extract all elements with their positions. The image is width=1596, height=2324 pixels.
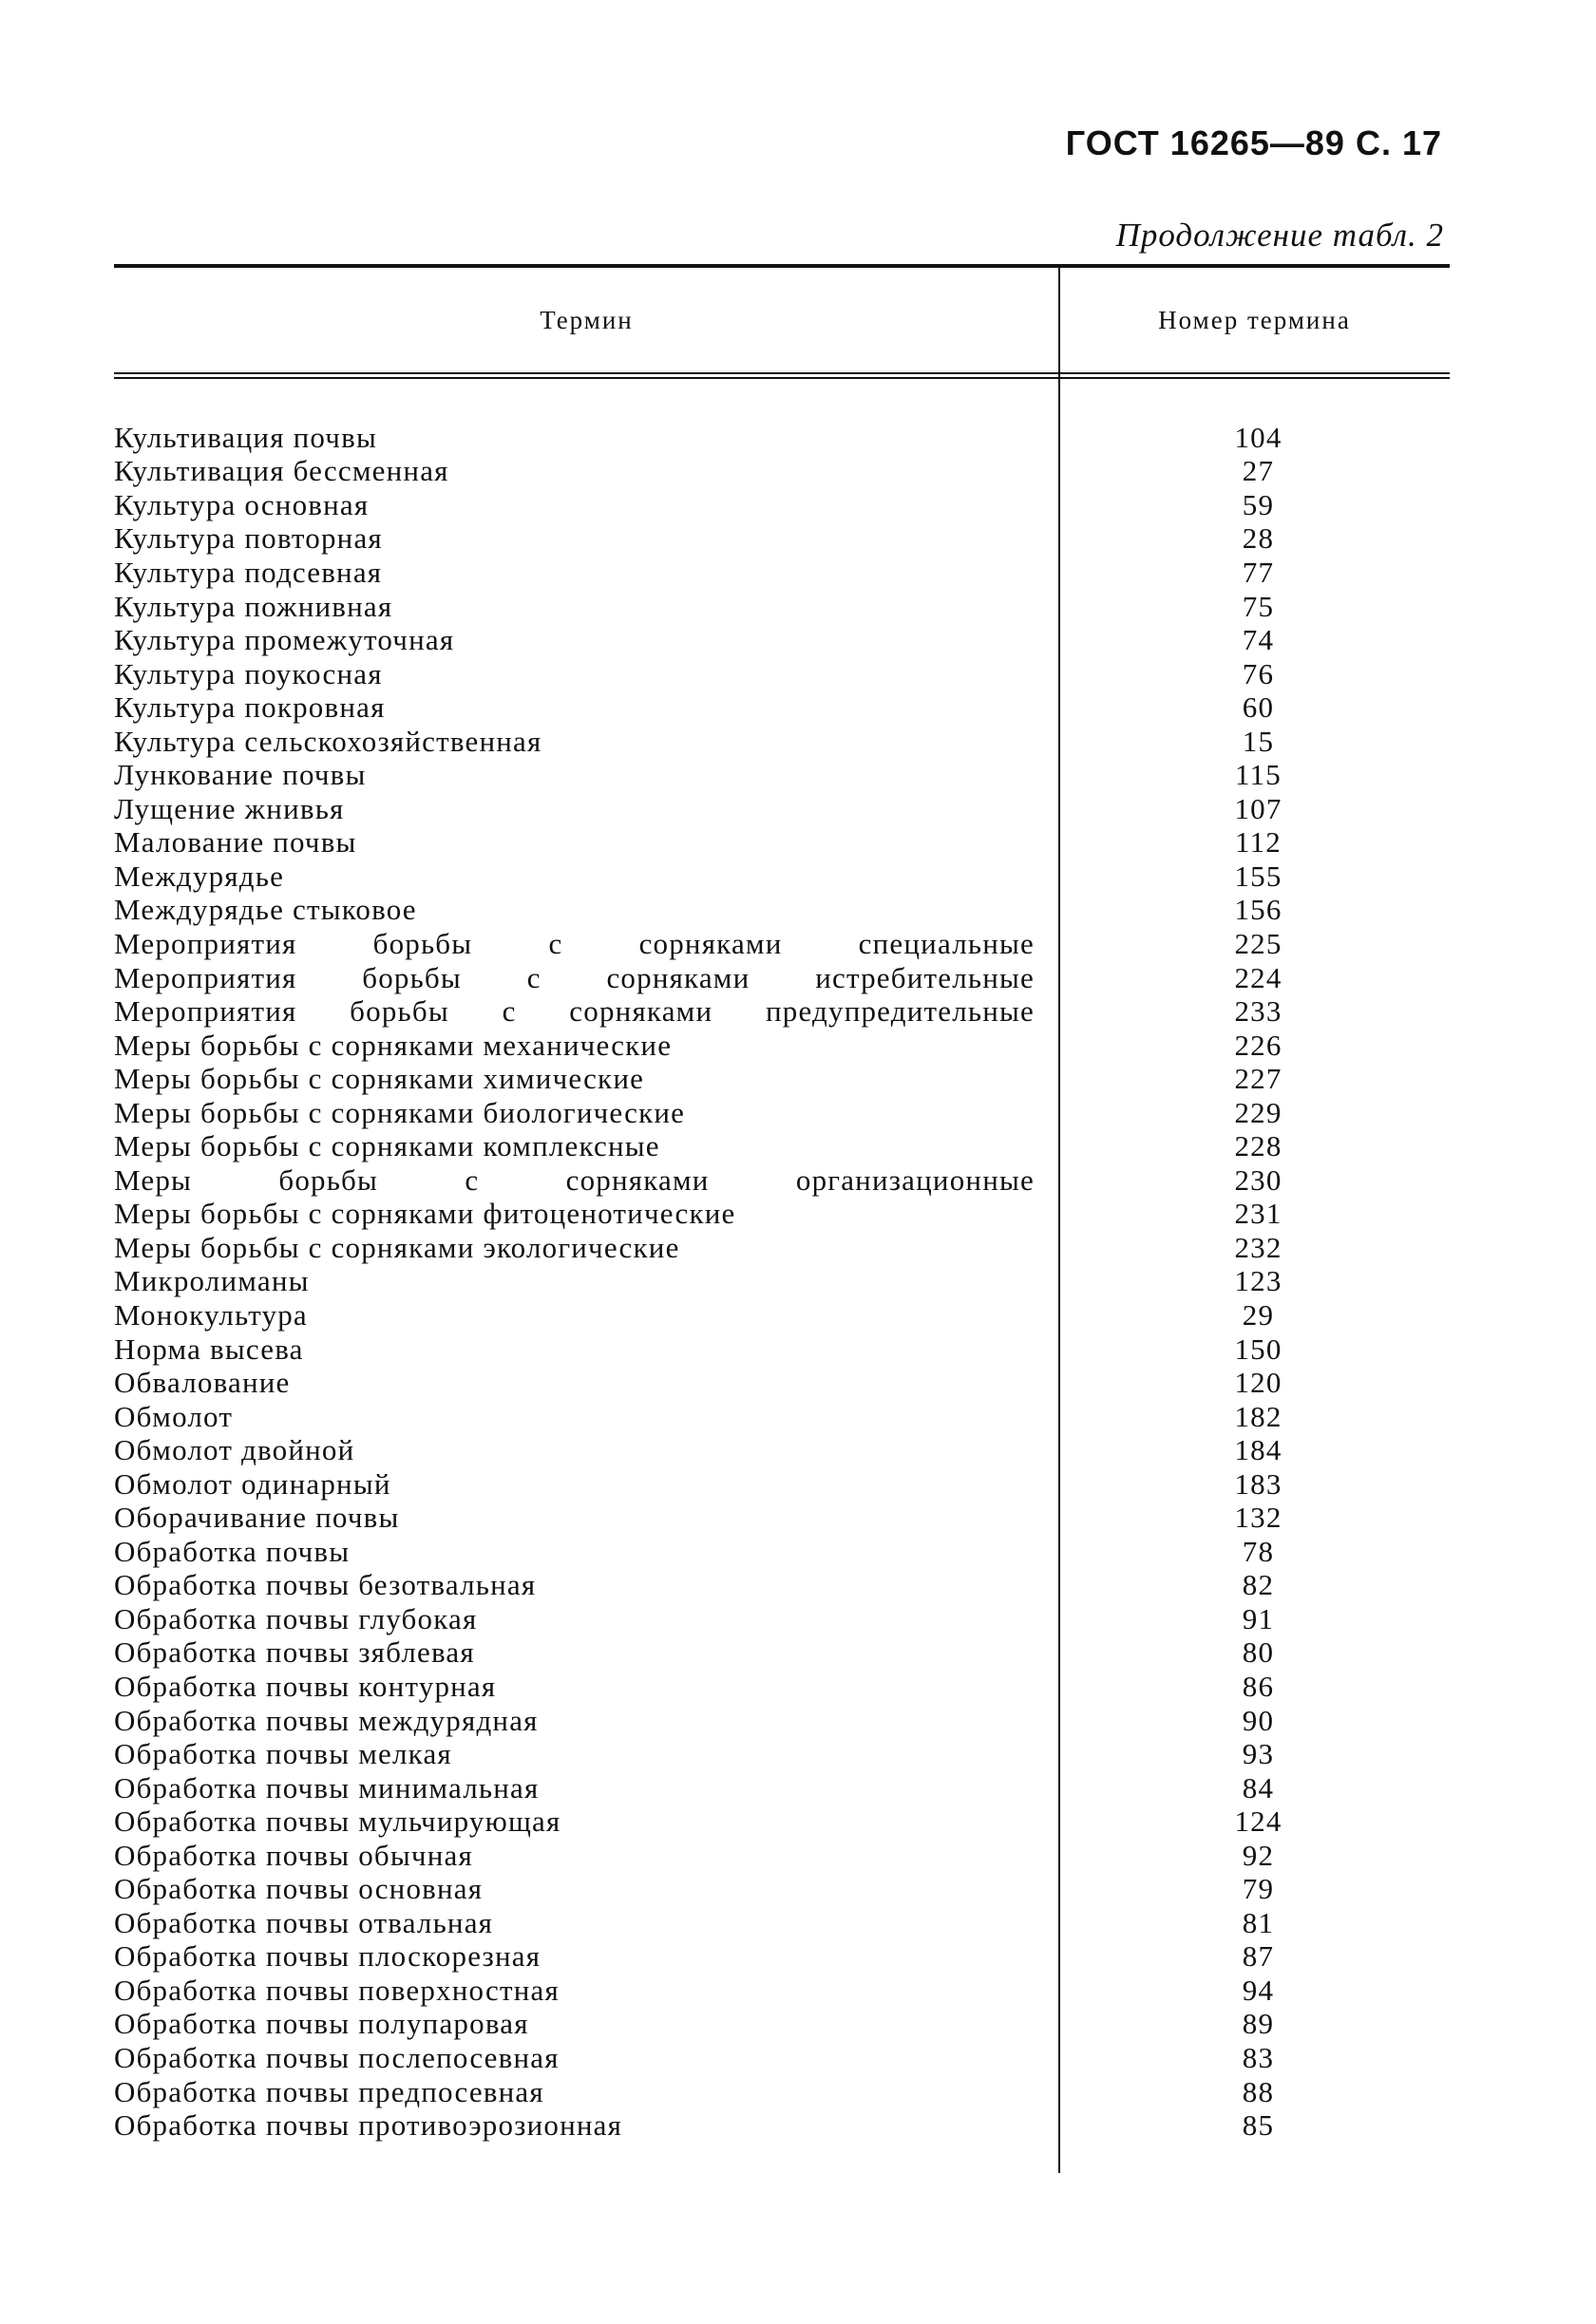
term-number-cell: 132 <box>1234 1501 1282 1535</box>
table-continuation-caption: Продолжение табл. 2 <box>1115 217 1444 254</box>
term-number-cell: 233 <box>1234 994 1282 1029</box>
table-row <box>114 927 1450 961</box>
table-row <box>114 1366 1450 1400</box>
table-row <box>114 590 1450 624</box>
term-number-cell: 87 <box>1242 1939 1275 1974</box>
term-number-cell: 60 <box>1242 690 1275 725</box>
term-cell: Обработка почвы основная <box>114 1872 484 1906</box>
table-row <box>114 1433 1450 1467</box>
table-row <box>114 1940 1450 1974</box>
table-row <box>114 792 1450 826</box>
table-body <box>114 379 1450 2143</box>
table-row <box>114 522 1450 557</box>
term-cell: Культура основная <box>114 487 370 521</box>
term-number-cell: 88 <box>1242 2074 1275 2108</box>
term-cell: Обработка почвы минимальная <box>114 1770 540 1804</box>
term-number-cell: 28 <box>1242 521 1275 556</box>
table-row <box>114 1670 1450 1704</box>
term-number-cell: 83 <box>1242 2041 1275 2075</box>
table-row <box>114 1569 1450 1603</box>
term-number-cell: 230 <box>1234 1162 1282 1197</box>
table-row <box>114 556 1450 590</box>
term-number-cell: 74 <box>1242 623 1275 657</box>
term-cell: Оборачивание почвы <box>114 1501 400 1535</box>
term-cell: Меры борьбы с сорняками биологические <box>114 1095 686 1129</box>
table-row <box>114 1602 1450 1636</box>
column-divider <box>1058 268 1060 2173</box>
term-cell: Междурядье стыковое <box>114 893 417 927</box>
term-cell: Обработка почвы мелкая <box>114 1737 452 1771</box>
term-cell: Обмолот двойной <box>114 1433 355 1467</box>
term-number-cell: 92 <box>1242 1838 1275 1872</box>
term-cell: Обработка почвы контурная <box>114 1670 497 1704</box>
term-cell: Меры борьбы с сорняками комплексные <box>114 1129 660 1163</box>
term-cell: Культура сельскохозяйственная <box>114 724 542 758</box>
table-row <box>114 1737 1450 1771</box>
term-cell: Обработка почвы отвальная <box>114 1905 494 1939</box>
term-cell: Культура покровная <box>114 690 386 725</box>
term-number-cell: 84 <box>1242 1770 1275 1804</box>
term-cell: Обработка почвы обычная <box>114 1838 473 1872</box>
term-cell: Лункование почвы <box>114 758 367 792</box>
term-number-cell: 85 <box>1242 2108 1275 2143</box>
terms-index-table <box>114 264 1450 2143</box>
term-cell: Обмолот одинарный <box>114 1466 391 1501</box>
term-number-cell: 107 <box>1234 791 1282 825</box>
term-number-cell: 76 <box>1242 656 1275 690</box>
term-cell: Культура поукосная <box>114 656 383 690</box>
term-number-cell: 120 <box>1234 1366 1282 1400</box>
table-row <box>114 1332 1450 1367</box>
term-number-cell: 77 <box>1242 555 1275 589</box>
term-number-cell: 15 <box>1242 724 1275 758</box>
term-number-cell: 150 <box>1234 1332 1282 1366</box>
term-cell: Обработка почвы полупаровая <box>114 2007 529 2041</box>
header-double-rule <box>114 372 1450 379</box>
term-number-cell: 115 <box>1235 758 1282 792</box>
term-cell: Лущение жнивья <box>114 791 345 825</box>
term-cell: Обработка почвы <box>114 1534 351 1568</box>
term-cell: Культура повторная <box>114 521 383 556</box>
term-number-cell: 227 <box>1234 1062 1282 1096</box>
table-row <box>114 860 1450 894</box>
term-number-cell: 29 <box>1242 1298 1275 1332</box>
table-row <box>114 1467 1450 1502</box>
table-row <box>114 1636 1450 1671</box>
term-number-cell: 93 <box>1242 1737 1275 1771</box>
table-row <box>114 1198 1450 1232</box>
term-number-cell: 182 <box>1234 1399 1282 1433</box>
term-cell: Меры борьбы с сорняками организационные <box>114 1162 1035 1197</box>
term-number-cell: 94 <box>1242 1973 1275 2007</box>
term-number-cell: 89 <box>1242 2007 1275 2041</box>
table-row <box>114 1873 1450 1907</box>
term-number-cell: 231 <box>1234 1197 1282 1231</box>
table-row <box>114 994 1450 1029</box>
term-number-cell: 225 <box>1234 926 1282 960</box>
term-number-cell: 124 <box>1234 1804 1282 1839</box>
term-cell: Культура пожнивная <box>114 589 393 623</box>
table-row <box>114 2075 1450 2109</box>
table-row <box>114 421 1450 455</box>
term-number-cell: 228 <box>1234 1129 1282 1163</box>
term-number-cell: 104 <box>1234 420 1282 454</box>
table-row <box>114 1839 1450 1873</box>
table-row <box>114 1906 1450 1940</box>
term-number-cell: 156 <box>1234 893 1282 927</box>
term-number-cell: 155 <box>1234 859 1282 893</box>
table-row <box>114 725 1450 759</box>
table-row <box>114 1265 1450 1299</box>
term-cell: Обработка почвы глубокая <box>114 1601 478 1635</box>
term-cell: Малование почвы <box>114 825 357 860</box>
table-row <box>114 2108 1450 2143</box>
term-cell: Культура промежуточная <box>114 623 455 657</box>
term-cell: Обработка почвы поверхностная <box>114 1973 560 2007</box>
term-cell: Обработка почвы послепосевная <box>114 2041 560 2075</box>
table-row <box>114 826 1450 860</box>
term-number-cell: 82 <box>1242 1568 1275 1602</box>
table-row <box>114 1231 1450 1265</box>
term-cell: Культивация почвы <box>114 420 377 454</box>
term-cell: Обработка почвы плоскорезная <box>114 1939 542 1974</box>
term-number-cell: 226 <box>1234 1028 1282 1062</box>
term-number-cell: 224 <box>1234 960 1282 994</box>
table-row <box>114 961 1450 995</box>
term-cell: Обработка почвы междурядная <box>114 1703 539 1737</box>
column-header-term: Термин <box>540 305 634 334</box>
table-row <box>114 1502 1450 1536</box>
table-row <box>114 1029 1450 1063</box>
term-number-cell: 232 <box>1234 1230 1282 1264</box>
table-row <box>114 1704 1450 1738</box>
table-row <box>114 1400 1450 1434</box>
term-number-cell: 90 <box>1242 1703 1275 1737</box>
term-cell: Культура подсевная <box>114 555 383 589</box>
term-cell: Мероприятия борьбы с сорняками предупредительные <box>114 994 1035 1029</box>
table-row <box>114 1974 1450 2008</box>
term-cell: Меры борьбы с сорняками механические <box>114 1028 673 1062</box>
term-cell: Монокультура <box>114 1298 308 1332</box>
term-cell: Меры борьбы с сорняками фитоценотические <box>114 1197 736 1231</box>
term-cell: Обработка почвы предпосевная <box>114 2074 544 2108</box>
table-row <box>114 690 1450 725</box>
term-cell: Меры борьбы с сорняками химические <box>114 1062 645 1096</box>
page-header: ГОСТ 16265—89 С. 17 <box>1065 123 1442 162</box>
term-number-cell: 91 <box>1242 1601 1275 1635</box>
table-header-row <box>114 268 1450 372</box>
term-cell: Культивация бессменная <box>114 454 449 488</box>
table-row <box>114 657 1450 691</box>
term-number-cell: 79 <box>1242 1872 1275 1906</box>
term-cell: Меры борьбы с сорняками экологические <box>114 1230 680 1264</box>
table-row <box>114 455 1450 489</box>
term-number-cell: 75 <box>1242 589 1275 623</box>
column-header-number: Номер термина <box>1158 305 1351 334</box>
table-row <box>114 488 1450 522</box>
table-row <box>114 1062 1450 1096</box>
table-row <box>114 1298 1450 1332</box>
term-number-cell: 27 <box>1242 454 1275 488</box>
table-row <box>114 1096 1450 1130</box>
term-cell: Мероприятия борьбы с сорняками специальные <box>114 926 1035 960</box>
term-cell: Мероприятия борьбы с сорняками истребительные <box>114 960 1035 994</box>
table-row <box>114 1163 1450 1198</box>
term-number-cell: 183 <box>1234 1466 1282 1501</box>
table-row <box>114 1129 1450 1163</box>
term-cell: Микролиманы <box>114 1264 310 1298</box>
term-number-cell: 184 <box>1234 1433 1282 1467</box>
table-row <box>114 623 1450 657</box>
term-cell: Междурядье <box>114 859 285 893</box>
term-number-cell: 80 <box>1242 1635 1275 1670</box>
term-number-cell: 112 <box>1235 825 1282 860</box>
term-cell: Норма высева <box>114 1332 304 1366</box>
term-cell: Обработка почвы противоэрозионная <box>114 2108 623 2143</box>
term-cell: Обработка почвы мульчирующая <box>114 1804 561 1839</box>
table-row <box>114 1535 1450 1569</box>
table-row <box>114 894 1450 928</box>
term-cell: Обвалование <box>114 1366 291 1400</box>
term-number-cell: 123 <box>1234 1264 1282 1298</box>
table-row <box>114 1804 1450 1839</box>
table-row <box>114 758 1450 792</box>
term-number-cell: 81 <box>1242 1905 1275 1939</box>
table-row <box>114 2008 1450 2042</box>
term-number-cell: 229 <box>1234 1095 1282 1129</box>
term-number-cell: 59 <box>1242 487 1275 521</box>
table-row <box>114 2041 1450 2075</box>
term-number-cell: 86 <box>1242 1670 1275 1704</box>
term-cell: Обработка почвы зяблевая <box>114 1635 475 1670</box>
table-row <box>114 1771 1450 1805</box>
term-cell: Обработка почвы безотвальная <box>114 1568 537 1602</box>
term-number-cell: 78 <box>1242 1534 1275 1568</box>
term-cell: Обмолот <box>114 1399 234 1433</box>
